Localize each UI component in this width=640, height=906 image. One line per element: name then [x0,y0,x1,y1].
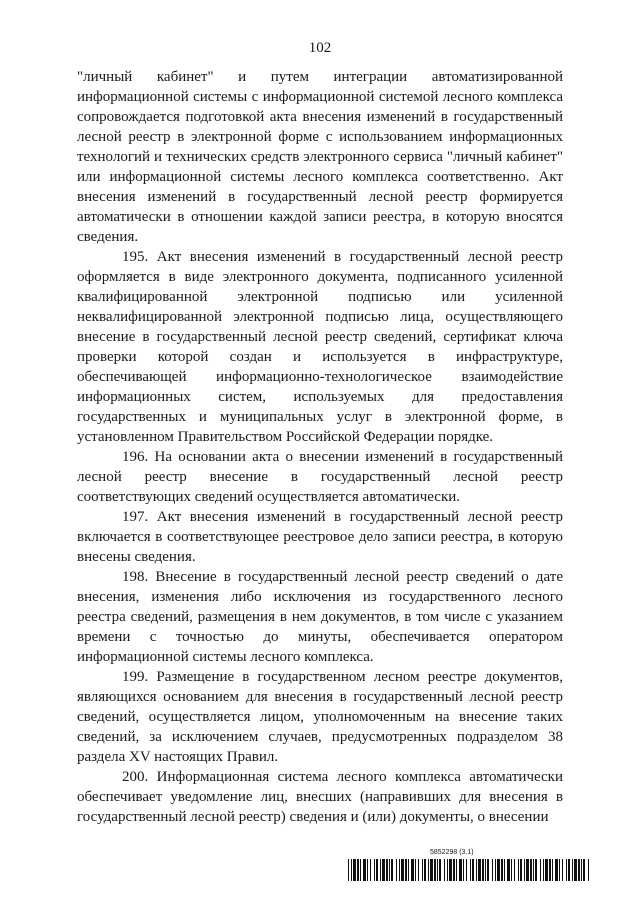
page-number: 102 [308,40,332,56]
document-body [77,67,563,827]
paragraph-197: 197. Акт внесения изменений в государственный лесной реестр включается в соответствующее реестровое дело записи реестра, в которую внесены сведения. [77,509,563,565]
barcode-label: 5852298 (3.1) [430,849,474,856]
paragraph-195: 195. Акт внесения изменений в государственный лесной реестр оформляется в виде электронного документа, подписанного усиленной квалифицированной электронной подписью или усиленной неквалифицированной электронной подписью лица, осуществляющего внесение в государственный лесной реестр сведений, сертификат ключа проверки которой создан и используется в инфраструктуре, обеспечивающей информационно-технологическое взаимодействие информационных систем, используемых для предоставления государственных и муниципальных услуг в электронной форме, в установленном Правительством Российской Федерации порядке. [77,249,563,445]
paragraph-continuation: "личный кабинет" и путем интеграции автоматизированной информационной системы с информационной системой лесного комплекса сопровождается подготовкой акта внесения изменений в государственный лесной реестр в электронной форме с использованием информационных технологий и технических средств электронного сервиса "личный кабинет" или информационной системы лесного комплекса соответственно. Акт внесения изменений в государственный лесной реестр формируется автоматически в отношении каждой записи реестра, в которую вносятся сведения. [77,69,563,245]
paragraph-200: 200. Информационная система лесного комплекса автоматически обеспечивает уведомление лиц, внесших (направивших для внесения в государственный лесной реестр) сведения и (или) документы, о внесении [77,769,563,825]
paragraph-196: 196. На основании акта о внесении изменений в государственный лесной реестр внесение в государственный лесной реестр соответствующих сведений осуществляется автоматически. [77,449,563,505]
barcode-image [348,859,590,881]
paragraph-199: 199. Размещение в государственном лесном реестре документов, являющихся основанием для внесения в государственный лесной реестр сведений, осуществляется лицом, уполномоченным на внесение таких сведений, за исключением случаев, предусмотренных подразделом 38 раздела XV настоящих Правил. [77,669,563,765]
paragraph-198: 198. Внесение в государственный лесной реестр сведений о дате внесения, изменения либо исключения из государственного лесного реестра сведений, размещения в нем документов, в том числе с указанием времени с точностью до минуты, обеспечивается оператором информационной системы лесного комплекса. [77,569,563,665]
